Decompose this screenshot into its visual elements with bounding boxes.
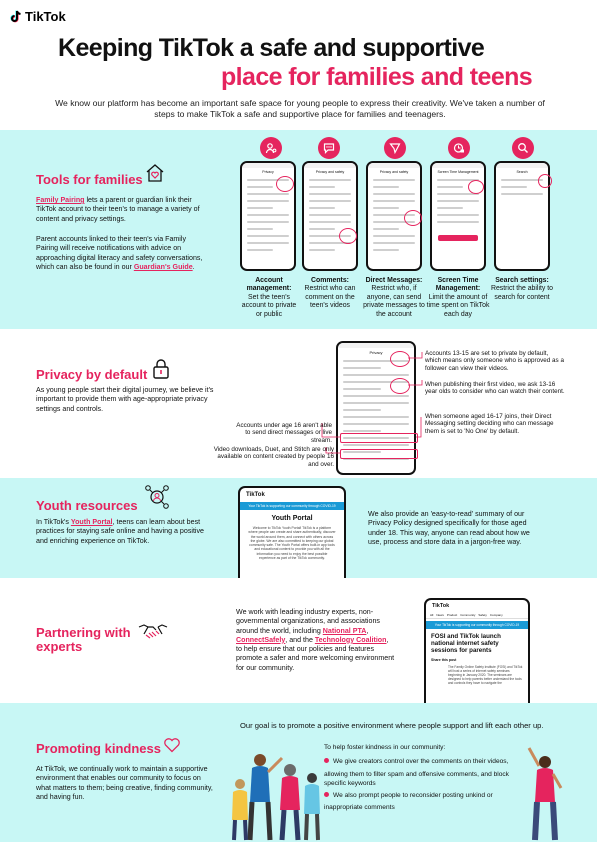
highlight-ring	[276, 176, 294, 192]
phone-fosi-article: TikTok All News Product Community Safety Company Your TikTok is supporting our community through COVID-19 FOSI and TikTok launch national internet safety sessions for parents Share this post The Family Online Safety Institute (FOSI) and TikTok will host a series of internet safety seminars beginning in January 2020. The seminars are designed to help parents better understand the tools and controls they have to navigate the	[424, 598, 530, 704]
privacy-title: Privacy by default	[36, 367, 148, 382]
home-heart-icon	[145, 163, 165, 183]
feature-caption-account: Account management: Set the teen's account to private or public	[241, 277, 297, 318]
highlight-box	[340, 433, 418, 443]
kindness-item-1-cont: allowing them to filter spam and offensive comments, and block specific keywords	[324, 771, 509, 787]
highlight-ring	[538, 174, 552, 188]
cheering-person-illustration	[519, 744, 569, 842]
highlight-ring	[404, 210, 422, 226]
privacy-callout-4: Accounts under age 16 aren't able to send direct messages or live stream.	[236, 422, 332, 444]
youth-title: Youth resources	[36, 498, 138, 513]
youth-portal-link[interactable]: Youth Portal	[70, 518, 113, 526]
families-paragraph-2: Parent accounts linked to their teen's via Family Pairing will receive notifications with advice on approaching digital literacy and safety conversations, which can also be found in our Guardian's Guide.	[36, 235, 203, 271]
feature-caption-screen-time: Screen Time Management: Limit the amount of time spent on TikTok each day	[426, 277, 490, 318]
partnering-body: We work with leading industry experts, non-governmental organizations, and associations around the world, including National PTA, ConnectSafely, and the Technology Coalition, to help ensure that our policies and features promote a safer and more welcoming environment for our community.	[236, 608, 395, 672]
technology-coalition-link[interactable]: Technology Coalition	[314, 635, 387, 644]
feature-caption-search: Search settings: Restrict the ability to search for content	[490, 277, 554, 301]
intro-text: We know our platform has become an important safe space for young people to express their creativity. We've taken a number of steps to make TikTok a safe and supportive place for families and teenagers.	[55, 98, 545, 119]
page-title-line2: place for families and teens	[221, 63, 533, 91]
people-illustration	[228, 750, 324, 842]
families-title: Tools for families	[36, 172, 143, 187]
kindness-list-intro: To help foster kindness in our community:	[324, 744, 446, 751]
highlight-ring	[390, 351, 410, 367]
highlight-box	[340, 449, 418, 459]
tiktok-logo	[10, 9, 66, 24]
tiktok-note-icon	[10, 10, 22, 23]
privacy-callout-5: Video downloads, Duet, and Stitch are only available on content created by people 16 and over.	[213, 446, 334, 468]
brand-name: TikTok	[25, 9, 66, 24]
highlight-ring	[339, 228, 357, 244]
phone-screen-comments: Privacy and safety	[302, 161, 358, 271]
kindness-body: At TikTok, we continually work to maintain a supportive environment that enables our community to focus on what matters to them; being creative, finding community, and having fun.	[36, 765, 213, 801]
privacy-body: As young people start their digital journey, we believe it's important to provide them with age-appropriate privacy settings and controls.	[36, 386, 214, 413]
article-nav: All News Product Community Safety Company	[426, 612, 528, 619]
privacy-callout-1: Accounts 13-15 are set to private by default, which means only someone who is approved as a follower can view their videos.	[425, 350, 564, 372]
connectsafely-link[interactable]: ConnectSafely	[236, 635, 286, 644]
kindness-item-2-cont: inappropriate comments	[324, 804, 395, 811]
bullet-dot	[324, 792, 329, 797]
phone-youth-portal: TikTok Your TikTok is supporting our community through COVID-19 Youth Portal Welcome to TikTok Youth Portal! TikTok is a platform where people can create and share authentically, discover the world around them, and connect with others across the globe. We are also committed to keeping our global community safe. The Youth Portal offers built-in app tools and educational content to provide you with all the information you need to enjoy the best possible experience as part of the TikTok community.	[238, 486, 346, 578]
kindness-item-1: We give creators control over the comments on their videos,	[324, 757, 534, 766]
handshake-icon	[138, 622, 168, 642]
person-gear-icon	[260, 137, 282, 159]
kindness-title: Promoting kindness	[36, 741, 161, 756]
people-network-icon	[144, 484, 170, 510]
phone-screen-messages: Privacy and safety	[366, 161, 422, 271]
search-icon	[512, 137, 534, 159]
phone-screen-privacy: Privacy	[336, 341, 416, 475]
youth-body: In TikTok's Youth Portal, teens can learn about best practices for staying safe online and having a positive and enriching experience on TikTok.	[36, 518, 204, 545]
heart-icon	[163, 737, 181, 753]
feature-account-management	[242, 137, 300, 159]
feature-caption-comments: Comments: Restrict who can comment on the teen's videos	[304, 277, 356, 310]
kindness-item-2: We also prompt people to reconsider posting unkind or	[324, 791, 534, 800]
families-paragraph-1: Family Pairing lets a parent or guardian link their TikTok account to their teen's to manage a variety of content and privacy settings.	[36, 196, 200, 223]
family-pairing-link[interactable]: Family Pairing	[36, 196, 85, 204]
kindness-goal: Our goal is to promote a positive environment where people support and lift each other up.	[240, 721, 544, 730]
highlight-ring	[390, 378, 410, 394]
national-pta-link[interactable]: National PTA	[322, 626, 367, 635]
privacy-callout-3: When someone aged 16-17 joins, their Direct Messaging setting deciding who can message them is set to 'No One' by default.	[425, 413, 554, 435]
highlight-ring	[468, 180, 484, 194]
page-title-line1: Keeping TikTok a safe and supportive	[58, 34, 485, 62]
privacy-callout-2: When publishing their first video, we ask 13-16 year olds to consider who can watch their content.	[425, 381, 565, 396]
phone-screen-account: Privacy	[240, 161, 296, 271]
padlock-icon	[152, 358, 170, 380]
bullet-dot	[324, 758, 329, 763]
send-icon	[384, 137, 406, 159]
speech-bubble-icon	[318, 137, 340, 159]
phone-screen-search: Search	[494, 161, 550, 271]
phone-screen-screen-time: Screen Time Management	[430, 161, 486, 271]
feature-caption-messages: Direct Messages: Restrict who, if anyone, can send private messages to the account	[363, 277, 425, 318]
guardians-guide-link[interactable]: Guardian's Guide	[133, 262, 193, 271]
clock-lock-icon	[448, 137, 470, 159]
partnering-title: Partnering with experts	[36, 625, 131, 654]
youth-right-text: We also provide an 'easy-to-read' summary of our Privacy Policy designed specifically for those aged under 18. This way, anyone can read about how we use, process and store data in a jargon-free way.	[368, 510, 530, 546]
